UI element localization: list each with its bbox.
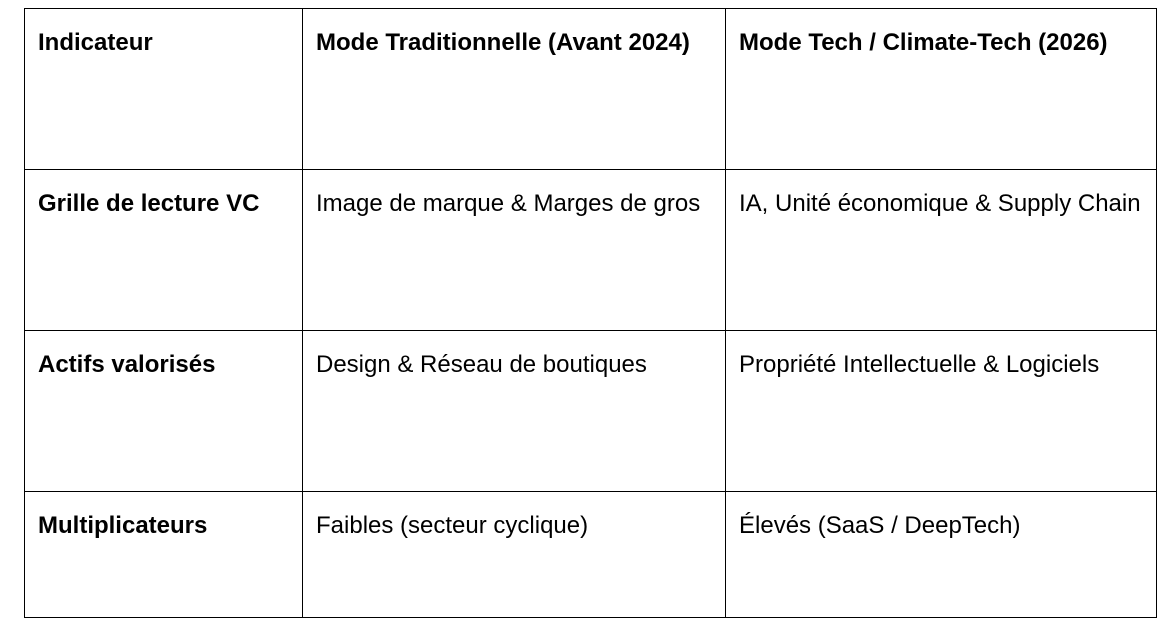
row-tech-cell: Élevés (SaaS / DeepTech)	[726, 492, 1157, 618]
header-cell-tech: Mode Tech / Climate-Tech (2026)	[726, 9, 1157, 170]
table-row	[25, 492, 1157, 618]
row-indicator-cell: Actifs valorisés	[25, 331, 303, 492]
header-cell-indicator: Indicateur	[25, 9, 303, 170]
row-traditional-cell: Image de marque & Marges de gros	[303, 170, 726, 331]
table-header-row	[25, 9, 1157, 170]
row-tech-cell: IA, Unité économique & Supply Chain	[726, 170, 1157, 331]
row-tech-cell: Propriété Intellectuelle & Logiciels	[726, 331, 1157, 492]
row-traditional-cell: Faibles (secteur cyclique)	[303, 492, 726, 618]
comparison-table	[24, 8, 1157, 618]
row-indicator-cell: Grille de lecture VC	[25, 170, 303, 331]
table-row	[25, 331, 1157, 492]
header-cell-traditional: Mode Traditionnelle (Avant 2024)	[303, 9, 726, 170]
row-traditional-cell: Design & Réseau de boutiques	[303, 331, 726, 492]
row-indicator-cell: Multiplicateurs	[25, 492, 303, 618]
table-row	[25, 170, 1157, 331]
